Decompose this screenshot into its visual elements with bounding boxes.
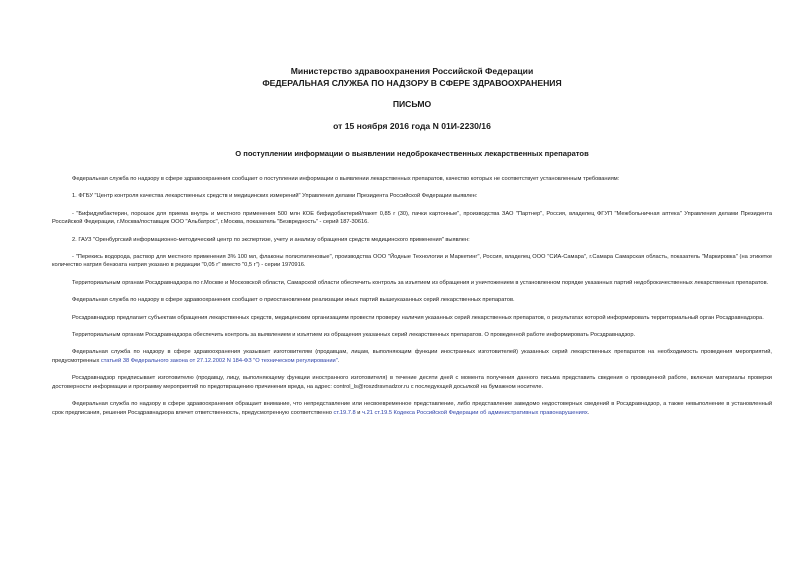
paragraph-liability (52, 400, 772, 417)
paragraph-item-2: 2. ГАУЗ "Оренбургский информационно-методический центр по экспертизе, учету и анализу обращения средств медицинского применения" выявлен: (72, 236, 470, 243)
paragraph-text: Федеральная служба по надзору в сфере здравоохранения указывает изготовителям (продавцам, лицам, выполняющим функции иностранных изготовителей) указанных серий лекарственных препаратов на необходимость проведения мероприятий, предусмотренных (52, 349, 772, 364)
paragraph-territorial-withdrawal: Территориальным органам Росздравнадзора обеспечить контроль за выявлением и изъятием из обращения указанных серий лекарственных препаратов. О проведенной работе информировать Росздравнадзор. (72, 332, 636, 339)
document-type: ПИСЬМО (392, 99, 432, 109)
paragraph-manufacturer-measures (52, 348, 772, 365)
law-184-fz-link[interactable]: статьей 38 Федерального закона от 27.12.2002 N 184-ФЗ "О техническом регулировании" (100, 357, 338, 364)
service-name: ФЕДЕРАЛЬНАЯ СЛУЖБА ПО НАДЗОРУ В СФЕРЕ ЗДРАВООХРАНЕНИЯ (262, 77, 562, 88)
document-date-number: от 15 ноября 2016 года N 01И-2230/16 (333, 120, 491, 131)
paragraph-text-end: . (587, 409, 590, 416)
paragraph-text-end: . (337, 357, 340, 364)
paragraph-check-proposal: Росздравнадзор предлагает субъектам обращения лекарственных средств, медицинским организациям провести проверку наличия указанных серий лекарственных препаратов, о результатах которой информировать территориальный орган Росздравнадзора. (72, 314, 764, 321)
document-page (52, 66, 772, 417)
article-19-5-link[interactable]: ч.21 ст.19.5 Кодекса Российской Федерации об административных правонарушениях (362, 409, 588, 416)
paragraph-prescription: Росздравнадзор предписывает изготовителю (продавцу, лицу, выполняющему функции иностранного изготовителя) в течение десяти дней с момента получения данного письма представить сведения о проведенной работе, включая материалы проверки достоверности информации и программу мероприятий по предотвращению причинения вреда, на адрес: control_ls@roszdravnadzor.ru с последующей досылкой на бумажном носителе. (52, 375, 772, 390)
paragraph-territorial-control: Территориальным органам Росздравнадзора по г.Москве и Московской области, Самарской области обеспечить контроль за изъятием из обращения и уничтожением в установленном порядке указанных партий недоброкачественных лекарственных препаратов. (72, 279, 769, 286)
paragraph-suspension: Федеральная служба по надзору в сфере здравоохранения сообщает о приостановлении реализации иных партий вышеуказанных серий лекарственных препаратов. (72, 297, 515, 304)
document-title: О поступлении информации о выявлении недоброкачественных лекарственных препаратов (235, 149, 589, 158)
ministry-name: Министерство здравоохранения Российской Федерации (290, 66, 534, 76)
article-19-7-8-link[interactable]: ст.19.7.8 (333, 409, 356, 416)
paragraph-text: Федеральная служба по надзору в сфере здравоохранения обращает внимание, что непредставление или несвоевременное представление, либо представление заведомо недостоверных сведений в Росздравнадзор, а также невыполнение в установленный срок предписания, решения Росздравнадзора влечет ответственность, предусмотренную соответственно (52, 401, 772, 416)
paragraph-intro: Федеральная служба по надзору в сфере здравоохранения сообщает о поступлении информации о выявлении лекарственных препаратов, качество которых не соответствует установленным требованиям: (72, 176, 620, 182)
paragraph-text-mid: и (355, 409, 363, 416)
paragraph-item-1-detail: - "Бифидумбактерин, порошок для приема внутрь и местного применения 500 млн КОЕ бифидобактерий/пакет 0,85 г (30), пачки картонные", производства ЗАО "Партнер", Россия, владелец ФГУП "Межбольничная аптека" Управления делами Президента Российской Федерации, г.Москва/поставщик ООО "Альбатрос", г.Москва, показатель "Безвредность" - серий 187-30616. (52, 210, 772, 226)
paragraph-item-1: 1. ФГБУ "Центр контроля качества лекарственных средств и медицинских измерений" Управления делами Президента Российской Федерации выявлен: (72, 193, 478, 200)
paragraph-item-2-detail: - "Перекись водорода, раствор для местного применения 3% 100 мл, флаконы полиэтиленовые", производства ООО "Йодные Технологии и Маркетинг", Россия, владелец ООО "СИА-Самара", г.Самара Самарская область, показатель "Маркировка" (на этикетке количество натрия бензоата натрия указано в редакции "0,05 г" вместо "0,5 г") - серии 1970916. (52, 254, 772, 269)
